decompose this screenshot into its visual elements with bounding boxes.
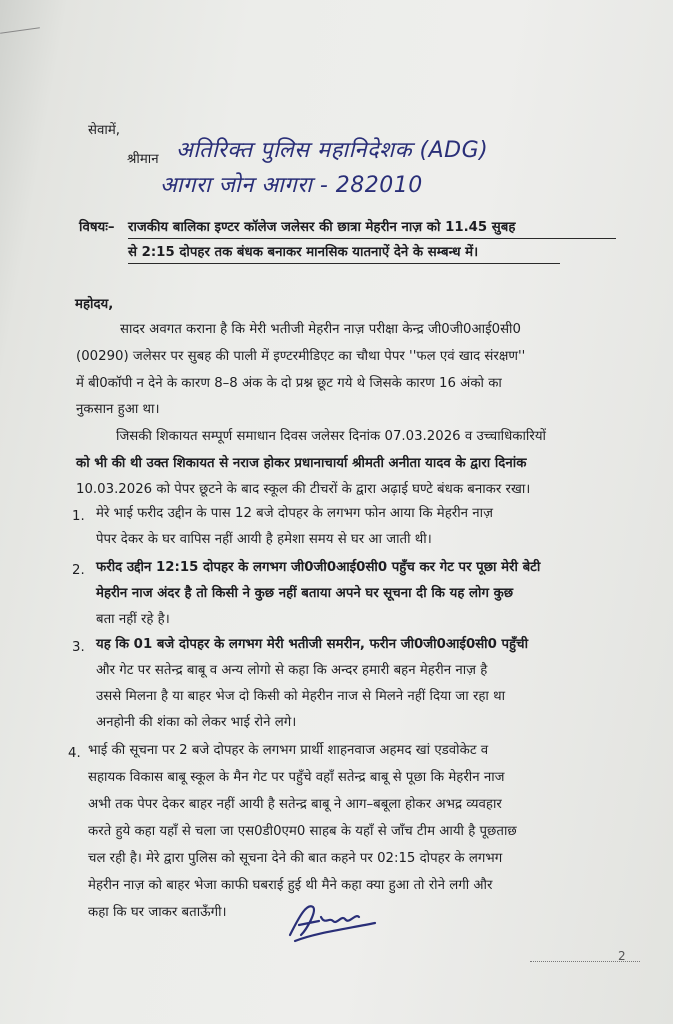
para2-line: 10.03.2026 को पेपर छूटने के बाद स्कूल की टीचरों के द्वारा अढ़ाई घण्टे बंधक बनाकर रखा।: [76, 482, 531, 497]
para2-line: जिसकी शिकायत सम्पूर्ण समाधान दिवस जलेसर दिनांक 07.03.2026 व उच्चाधिकारियों: [116, 429, 546, 444]
item-line: यह कि 01 बजे दोपहर के लगभग मेरी भतीजी समरीन, फरीन जी0जी0आई0सी0 पहुँची: [96, 637, 529, 652]
addressee-line-2: आगरा जोन आगरा - 282010: [160, 173, 423, 198]
item-number: 3.: [72, 640, 85, 655]
salutation-to: सेवामें,: [88, 123, 121, 138]
item-line: कहा कि घर जाकर बताऊँगी।: [88, 905, 227, 920]
addressee-line-1: अतिरिक्त पुलिस महानिदेशक (ADG): [176, 138, 489, 163]
subject-line-2: से 2:15 दोपहर तक बंधक बनाकर मानसिक यातनाऐं देने के सम्बन्ध में।: [128, 245, 479, 260]
subject-line-1: राजकीय बालिका इण्टर कॉलेज जलेसर की छात्रा मेहरीन नाज़ को 11.45 सुबह: [128, 220, 516, 235]
item-line: भाई की सूचना पर 2 बजे दोपहर के लगभग प्रार्थी शाहनवाज अहमद खां एडवोकेट व: [88, 743, 489, 758]
subject-label: विषयः–: [79, 220, 115, 235]
item-line: मेहरीन नाज अंदर है तो किसी ने कुछ नहीं बताया अपने घर सूचना दी कि यह लोग कुछ: [96, 586, 514, 601]
item-line: और गेट पर सतेन्द्र बाबू व अन्य लोगो से कहा कि अन्दर हमारी बहन मेहरीन नाज़ है: [96, 663, 488, 678]
item-line: मेहरीन नाज़ को बाहर भेजा काफी घबराई हुई थी मैने कहा क्या हुआ तो रोने लगी और: [88, 878, 493, 893]
para1-line: नुकसान हुआ था।: [76, 402, 160, 417]
item-line: बता नहीं रहे है।: [96, 612, 170, 627]
page-number: 2: [618, 949, 626, 963]
item-line: चल रही है। मेरे द्वारा पुलिस को सूचना देने की बात कहने पर 02:15 दोपहर के लगभग: [88, 851, 503, 866]
page-crease: [0, 27, 40, 34]
item-line: करते हुये कहा यहाँ से चला जा एस0डी0एम0 साहब के यहाँ से जाँच टीम आयी है पूछताछ: [88, 824, 517, 839]
para2-line: को भी की थी उक्त शिकायत से नराज होकर प्रधानाचार्या श्रीमती अनीता यादव के द्वारा दिनांक: [76, 456, 527, 471]
para1-line: सादर अवगत कराना है कि मेरी भतीजी मेहरीन नाज़ परीक्षा केन्द्र जी0जी0आई0सी0: [120, 322, 521, 337]
item-line: सहायक विकास बाबू स्कूल के मैन गेट पर पहुँचे वहाँ सतेन्द्र बाबू से पूछा कि मेहरीन नाज: [88, 770, 505, 785]
item-number: 1.: [72, 509, 85, 524]
item-line: फरीद उद्दीन 12:15 दोपहर के लगभग जी0जी0आई0सी0 पहुँच कर गेट पर पूछा मेरी बेटी: [96, 560, 541, 575]
handwritten-signature: [285, 895, 380, 950]
para1-line: (00290) जलेसर पर सुबह की पाली में इण्टरमीडिएट का चौथा पेपर ''फल एवं खाद संरक्षण'': [76, 349, 526, 364]
item-number: 2.: [72, 563, 85, 578]
shriman-label: श्रीमान: [127, 152, 159, 167]
item-line: अनहोनी की शंका को लेकर भाई रोने लगे।: [96, 715, 297, 730]
subject-underline-1: [128, 238, 616, 239]
para1-line: में बी0कॉपी न देने के कारण 8–8 अंक के दो प्रश्न छूट गये थे जिसके कारण 16 अंको का: [76, 376, 502, 391]
subject-underline-2: [128, 263, 560, 264]
item-line: अभी तक पेपर देकर बाहर नहीं आयी है सतेन्द्र बाबू ने आग–बबूला होकर अभद्र व्यवहार: [88, 797, 502, 812]
item-line: पेपर देकर के घर वापिस नहीं आयी है हमेशा समय से घर आ जाती थी।: [96, 532, 432, 547]
greeting: महोदय,: [75, 297, 114, 312]
item-number: 4.: [68, 746, 81, 761]
item-line: उससे मिलना है या बाहर भेज दो किसी को मेहरीन नाज से मिलने नहीं दिया जा रहा था: [96, 689, 506, 704]
item-line: मेरे भाई फरीद उद्दीन के पास 12 बजे दोपहर के लगभग फोन आया कि मेहरीन नाज़: [96, 506, 493, 521]
